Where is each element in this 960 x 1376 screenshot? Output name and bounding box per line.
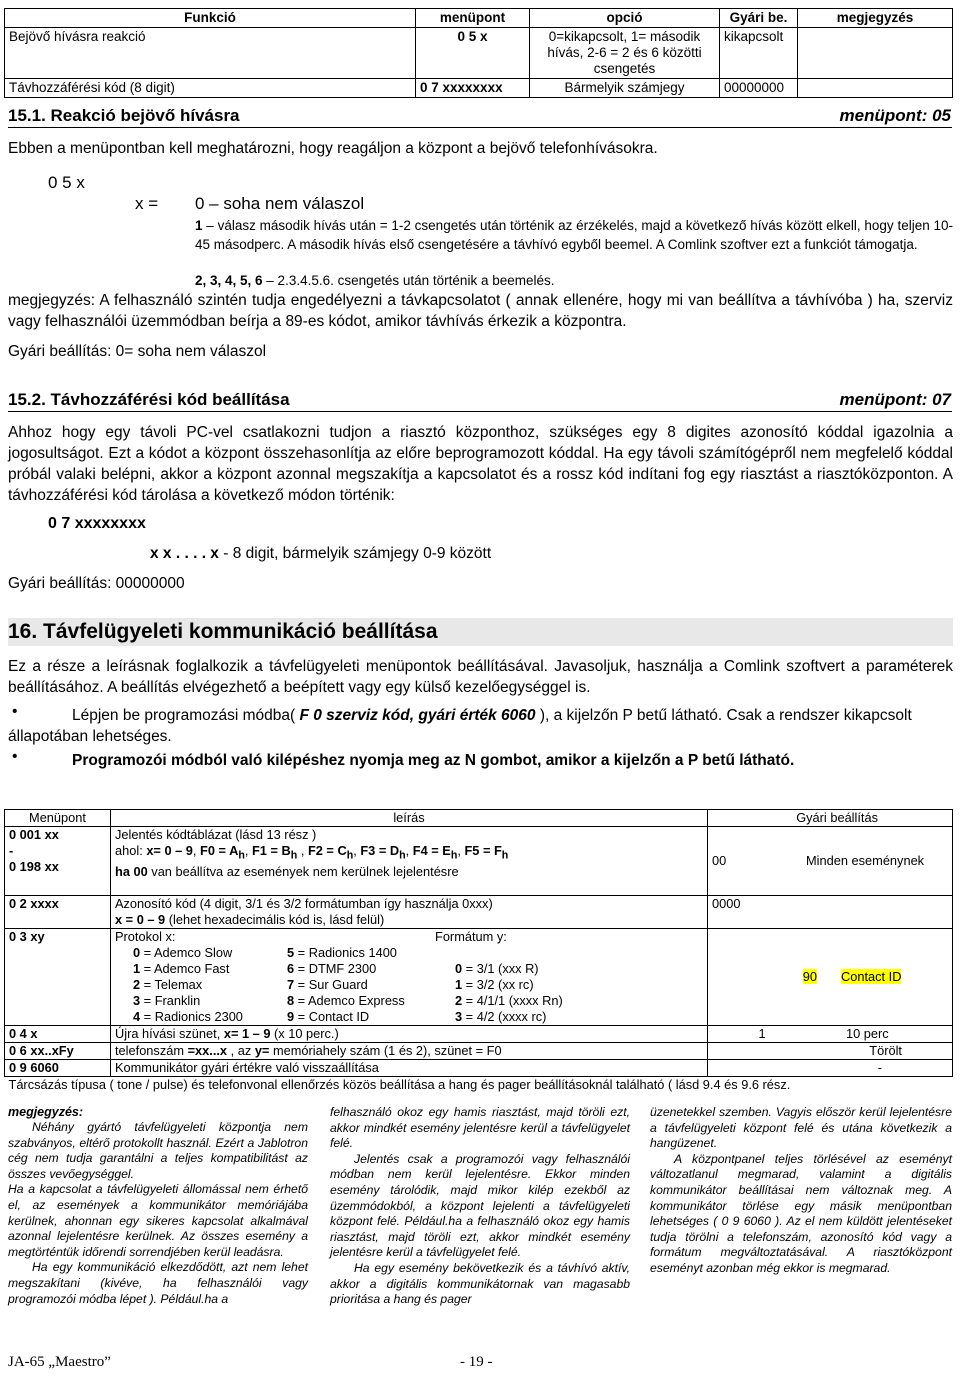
bullet-1-a: Lépjen be programozási módba( — [72, 707, 300, 724]
cell-leiras: Újra hívási szünet, x= 1 – 9 (x 10 perc.) — [111, 1026, 708, 1043]
desc-line — [115, 864, 703, 880]
notes-column-2 — [330, 1105, 630, 1308]
note-paragraph: felhasználó okoz egy hamis riasztást, majd töröli ezt, akkor mindkét esemény jelentésre kerül a távfelügyelet felé. — [330, 1105, 630, 1151]
section-15-1-intro: Ebben a menüpontban kell meghatározni, hogy reagáljon a központ a bejövő telefonhívásokra. — [8, 140, 658, 157]
table-header-row — [5, 810, 953, 827]
cell-menupont: 0 4 x — [5, 1026, 111, 1043]
x-description — [150, 543, 491, 564]
cell-menupont: 0 2 xxxx — [5, 896, 111, 929]
table-row — [5, 827, 953, 896]
bullet-icon: • — [12, 703, 18, 720]
table-row — [5, 896, 953, 929]
cell-menupont: 0 5 x — [416, 28, 530, 79]
table-row — [5, 1060, 953, 1077]
table-footnote-row — [5, 1077, 953, 1094]
cell-menupont — [5, 827, 111, 896]
table-row — [5, 79, 953, 98]
default-text: 10 perc — [846, 1026, 889, 1041]
menu-value: - — [9, 843, 14, 858]
cell-gyari: 0000 — [708, 896, 953, 929]
x-description-key: x x . . . . x — [150, 545, 219, 562]
desc-text: van beállítva az események nem kerülnek lejelentésre — [147, 863, 459, 879]
note-paragraph: Ha a kapcsolat a távfelügyeleti állomással nem érhető el, az események a kommunikátor memóriájába kerülnek, ahonnan egy sikeres kapcsolat alkalmával azonnal lejelentésre kerülnek. Az összes esemény a megtörténtük időrendi sorrendjében kerül leadásra. — [8, 1182, 308, 1259]
format-list: 0 = 3/1 (xxx R) 1 = 3/2 (xx rc) 2 = 4/1/1 (xxxx Rn) 3 = 4/2 (xxxx rc) — [455, 961, 563, 1024]
note-paragraph: Ha egy kommunikáció elkezdődött, azt nem lehet megszakítani (kivéve, ha felhasználói vagy programozói módba lépet ). Például.ha a — [8, 1260, 308, 1306]
header-menupont: Menüpont — [5, 810, 111, 827]
menu-value: 0 001 xx — [9, 827, 59, 842]
section-underline — [8, 411, 952, 412]
header-megjegyzes: megjegyzés — [798, 9, 953, 28]
cell-menupont: 0 3 xy — [5, 929, 111, 1026]
code-07: 0 7 xxxxxxxx — [48, 515, 146, 532]
option-1-key: 1 — [195, 218, 203, 233]
option-1 — [195, 217, 953, 254]
option-2-6-key: 2, 3, 4, 5, 6 — [195, 273, 263, 288]
option-2-6-text: – 2.3.4.5.6. csengetés után történik a beemelés. — [262, 273, 555, 288]
header-opcio: opció — [530, 9, 720, 28]
cell-opcio: 0=kikapcsolt, 1= második hívás, 2-6 = 2 és 6 közötti csengetés — [530, 28, 720, 79]
header-gyari: Gyári be. — [720, 9, 798, 28]
cell-menupont: 0 9 6060 — [5, 1060, 111, 1077]
bullet-1 — [8, 705, 953, 747]
cell-leiras — [111, 896, 708, 929]
cell-menupont: 0 6 xx..xFy — [5, 1043, 111, 1060]
table-row — [5, 1026, 953, 1043]
option-1-text: – válasz második hívás után = 1-2 csengetés után történik az érzékelés, majd a következő hívás között elkell, hogy teljen 10-45 másodperc. A második hívás első csengetésére a távhívó egyből beemel. A Comlink szoftver ezt a funkciót támogatja. — [195, 218, 953, 252]
notes-column-1 — [8, 1120, 308, 1307]
table-row — [5, 1043, 953, 1060]
section-15-1-title: 15.1. Reakció bejövő hívásra — [8, 106, 240, 125]
cell-gyari: 00000000 — [720, 79, 798, 98]
cell-funkcio: Bejövő hívásra reakció — [5, 28, 416, 79]
cell-opcio: Bármelyik számjegy — [530, 79, 720, 98]
table-row — [5, 28, 953, 79]
cell-megjegyzes — [798, 79, 953, 98]
default-value: 00 — [712, 853, 727, 868]
code-05x: 0 5 x — [48, 173, 85, 192]
cell-funkcio: Távhozzáférési kód (8 digit) — [5, 79, 416, 98]
note-paragraph: Ha egy esemény bekövetkezik és a távhívó aktív, akkor a digitális kommunikátornak van magasabb prioritása a hang és pager — [330, 1260, 630, 1307]
default-text: Minden eseménynek — [806, 853, 925, 868]
section-15-1-default: Gyári beállítás: 0= soha nem válaszol — [8, 343, 267, 360]
top-settings-table — [4, 8, 953, 98]
cell-gyari: Törölt — [708, 1043, 953, 1060]
section-15-2-title: 15.2. Távhozzáférési kód beállítása — [8, 390, 290, 409]
header-leiras: leírás — [111, 810, 708, 827]
header-gyari: Gyári beállítás — [708, 810, 953, 827]
protocol-list-mid: 5 = Radionics 1400 6 = DTMF 2300 7 = Sur Guard 8 = Ademco Express 9 = Contact ID — [287, 945, 405, 1024]
cell-gyari: - — [708, 1060, 953, 1077]
table-footnote: Tárcsázás típusa ( tone / pulse) és telefonvonal ellenőrzés közös beállítása a hang és pager beállításoknál található ( lásd 9.4 és 9.6 rész. — [5, 1077, 953, 1094]
table-row — [5, 929, 953, 1026]
protocol-grid — [115, 929, 703, 1025]
bullet-1-b: F 0 szerviz kód, gyári érték 6060 — [299, 707, 536, 724]
section-15-2-para: Ahhoz hogy egy távoli PC-vel csatlakozni tudjon a riasztó központhoz, szükséges egy 8 digites azonosító kóddal igazolnia a jogosultságot. Ezt a kódot a központ összehasonlítja az előre beprogramozott kóddal. Ha egy távoli számítógépről nem megfelelő kóddal próbál valaki belépni, akkor a központ azonnal megszakítja a kapcsolatot és a rossz kód indítani fog egy riasztást a riasztóközponton. A távhozzáférési kód tárolása a következő módon történik: — [8, 424, 953, 504]
notes-heading: megjegyzés: — [8, 1105, 84, 1119]
desc-line — [115, 912, 703, 928]
bullet-1-c: ), a kijelzőn P betű látható. Csak a rendszer kikapcsolt állapotában lehetséges. — [8, 707, 912, 745]
cell-megjegyzes — [798, 28, 953, 79]
desc-text: (lehet hexadecimális kód is, lásd felül) — [165, 912, 385, 927]
comm-settings-table — [4, 809, 953, 1093]
section-15-2-default: Gyári beállítás: 00000000 — [8, 575, 185, 592]
cell-gyari — [708, 929, 953, 1026]
header-menupont: menüpont — [416, 9, 530, 28]
page-number: - 19 - — [460, 1354, 493, 1370]
section-15-1-note: megjegyzés: A felhasználó szintén tudja engedélyezni a távkapcsolatot ( annak ellenére, hogy mi van beállítva a távhívóba ) ha, szerviz vagy felhasználói üzemmódban beírja a 89-es kódot, amikor távhívás érkezik a központra. — [8, 292, 953, 330]
desc-line: Azonosító kód (4 digit, 3/1 és 3/2 formátumban így használja 0xxx) — [115, 896, 493, 911]
desc-bold: x = 0 – 9 — [115, 912, 166, 927]
desc-line: Jelentés kódtáblázat (lásd 13 rész ) — [115, 827, 317, 842]
section-15-2-menu: menüpont: 07 — [839, 390, 951, 409]
notes-column-3 — [650, 1105, 952, 1277]
desc-line-prefix: ahol: — [115, 843, 147, 858]
note-paragraph: Néhány gyártó távfelügyeleti központja nem szabványos, eltérő protokollt használ. Ezért a Jablotron cég nem tudja garantálni a teljes kompatibilitást az összes vevőegységgel. — [8, 1120, 308, 1181]
default-value: 1 — [758, 1026, 766, 1041]
cell-leiras — [111, 827, 708, 896]
menu-value: 0 198 xx — [9, 859, 59, 874]
x-description-text: - 8 digit, bármelyik számjegy 0-9 között — [218, 545, 492, 562]
cell-leiras: Kommunikátor gyári értékre való visszaállítása — [111, 1060, 708, 1077]
bullet-icon: • — [12, 748, 18, 765]
section-16-para: Ez a része a leírásnak foglalkozik a távfelügyeleti menüpontok beállításával. Javasoljuk, használja a Comlink szoftvert a paraméterek beállításához. A beállítás elvégezhető a beépített vagy egy külső kezelőegységgel is. — [8, 658, 953, 696]
cell-gyari — [708, 827, 953, 896]
section-15-1-menu: menüpont: 05 — [839, 106, 951, 125]
cell-gyari — [708, 1026, 953, 1043]
default-value: 90 — [802, 969, 817, 984]
cell-leiras — [111, 929, 708, 1026]
protocol-list-left: 0 = Ademco Slow 1 = Ademco Fast 2 = Telemax 3 = Franklin 4 = Radionics 2300 — [133, 945, 243, 1024]
option-0: 0 – soha nem válaszol — [195, 194, 365, 213]
header-funkcio: Funkció — [5, 9, 416, 28]
cell-menupont: 0 7 xxxxxxxx — [416, 79, 530, 98]
section-16-title: 16. Távfelügyeleti kommunikáció beállítása — [8, 618, 953, 646]
desc-line: ahol: x= 0 – 9, $F0 = A_h$, $F1 = B_h$ , $F2 = C_h$, $F3 = D_h$, $F4 = E_h$, $F5 = F_h$ — [115, 843, 509, 862]
bullet-2: Programozói módból való kilépéshez nyomja meg az N gombot, amikor a kijelzőn a P betű látható. — [72, 752, 795, 769]
footer-title: JA-65 „Maestro” — [8, 1354, 111, 1370]
option-2-6 — [195, 272, 953, 291]
note-paragraph: üzenetekkel szemben. Vagyis először kerül lejelentésre a távfelügyeleti központ felé és utána következik a hangüzenet. — [650, 1105, 952, 1151]
table-header-row — [5, 9, 953, 28]
note-paragraph: Jelentés csak a programozói vagy felhasználói módban nem kerül lejelentésre. Ekkor minden esemény tárolódik, majd mikor kilép ezekből az üzemmódokból, a központ lejelenti a távfelügyeleti központ felé. Például.ha a felhasználó okoz egy hamis riasztást, majd töröli ezt, akkor mindkét esemény jelentésre kerül a távfelügyelet felé. — [330, 1151, 630, 1260]
cell-leiras: telefonszám =xx...x , az y= memóriahely szám (1 és 2), szünet = F0 — [111, 1043, 708, 1060]
format-label: Formátum y: — [435, 929, 507, 944]
x-equals: x = — [135, 194, 159, 213]
desc-bold: ha 00 — [115, 863, 148, 879]
cell-gyari: kikapcsolt — [720, 28, 798, 79]
default-text: Contact ID — [841, 969, 902, 984]
protocol-label: Protokol x: — [115, 929, 176, 944]
note-paragraph: A központpanel teljes törlésével az eseményt változatlanul megmarad, valamint a digitális kommunikátor beállításai nem változnak meg. A kommunikátor törlése egy másik menüpontban lehetséges ( 0 9 6060 ). Az el nem küldött jelentéseket tudja törölni a telefonszám, azonosító kód vagy a formátum megváltoztatásával. A riasztóközpont eseményt azonban még ekkor is megmarad. — [650, 1151, 952, 1275]
section-underline — [8, 127, 952, 128]
